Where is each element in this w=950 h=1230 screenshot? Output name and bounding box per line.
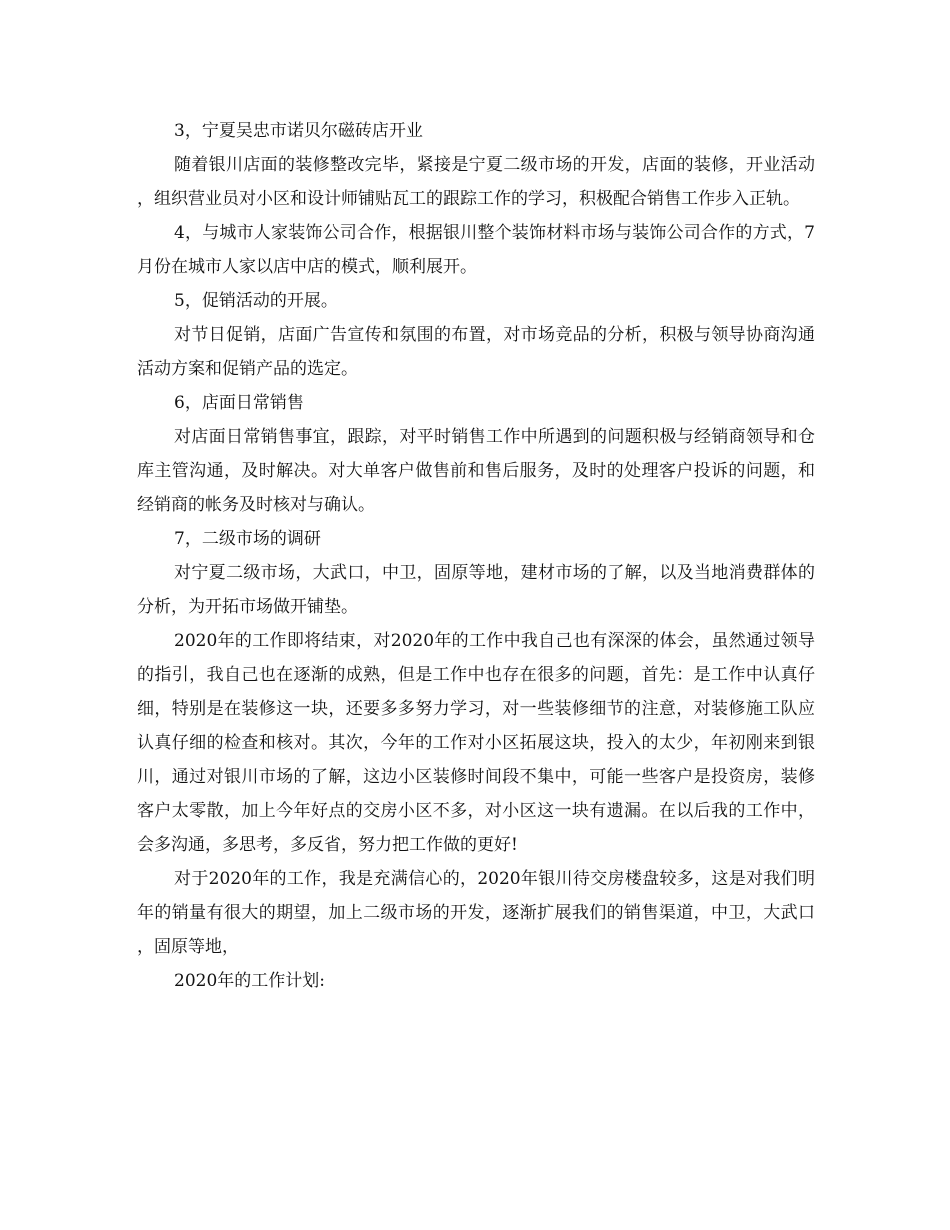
paragraph-cooperation-decoration-company: 4，与城市人家装饰公司合作，根据银川整个装饰材料市场与装饰公司合作的方式，7月份在城市人家以店中店的模式，顺利展开。: [137, 223, 815, 277]
section-heading-ningxia-wuzhong-store: 3，宁夏吴忠市诺贝尔磁砖店开业: [174, 121, 423, 141]
paragraph-market-research-details: 对宁夏二级市场，大武口，中卫，固原等地，建材市场的了解，以及当地消费群体的分析，为开拓市场做开铺垫。: [137, 563, 815, 617]
section-heading-work-plan: 2020年的工作计划:: [174, 971, 325, 991]
section-heading-promotion: 5，促销活动的开展。: [174, 291, 338, 311]
paragraph-next-year-outlook: 对于2020年的工作，我是充满信心的，2020年银川待交房楼盘较多，这是对我们明年的销量有很大的期望，加上二级市场的开发，逐渐扩展我们的销售渠道，中卫，大武口，固原等地，: [137, 869, 815, 957]
document-body: [137, 114, 815, 998]
paragraph-store-renovation: 随着银川店面的装修整改完毕，紧接是宁夏二级市场的开发，店面的装修，开业活动，组织营业员对小区和设计师铺贴瓦工的跟踪工作的学习，积极配合销售工作步入正轨。: [137, 155, 815, 209]
paragraph-promotion-details: 对节日促销，店面广告宣传和氛围的布置，对市场竞品的分析，积极与领导协商沟通活动方案和促销产品的选定。: [137, 325, 815, 379]
section-heading-daily-sales: 6，店面日常销售: [174, 393, 304, 413]
paragraph-year-summary: 2020年的工作即将结束，对2020年的工作中我自己也有深深的体会，虽然通过领导的指引，我自己也在逐渐的成熟，但是工作中也存在很多的问题，首先：是工作中认真仔细，特别是在装修这一块，还要多多努力学习，对一些装修细节的注意，对装修施工队应认真仔细的检查和核对。其次，今年的工作对小区拓展这块，投入的太少，年初刚来到银川，通过对银川市场的了解，这边小区装修时间段不集中，可能一些客户是投资房，装修客户太零散，加上今年好点的交房小区不多，对小区这一块有遗漏。在以后我的工作中，会多沟通，多思考，多反省，努力把工作做的更好!: [137, 631, 815, 855]
section-heading-market-research: 7，二级市场的调研: [174, 529, 321, 549]
paragraph-daily-sales-details: 对店面日常销售事宜，跟踪，对平时销售工作中所遇到的问题积极与经销商领导和仓库主管沟通，及时解决。对大单客户做售前和售后服务，及时的处理客户投诉的问题，和经销商的帐务及时核对与确认。: [137, 427, 815, 515]
